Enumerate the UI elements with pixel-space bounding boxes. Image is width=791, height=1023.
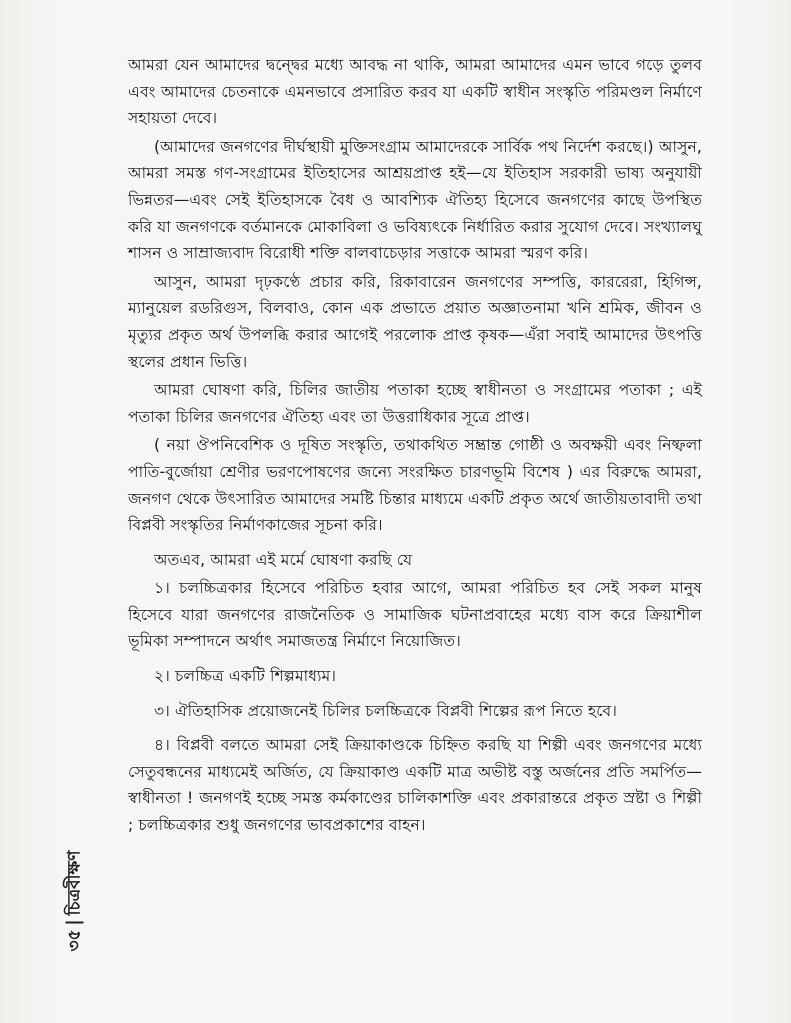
paragraph-5: ( নয়া ঔপনিবেশিক ও দূষিত সংস্কৃতি, তথাকথিত সম্ভ্রান্ত গোষ্ঠী ও অবক্ষয়ী এবং নিষ্ফলা পাতি-বুর্জোয়া শ্রেণীর ভরণপোষণের জন্যে সংরক্ষিত চারণভূমি বিশেষ ) এর বিরুদ্ধে আমরা, জনগণ থেকে উৎসারিত আমাদের সমষ্টি চিন্তার মাধ্যমে একটি প্রকৃত অর্থে জাতীয়তাবাদী তথা বিপ্লবী সংস্কৃতির নির্মাণকাজের সূচনা করি।	[128, 436, 702, 535]
paragraph-1: আমরা যেন আমাদের দ্বন্দ্বের মধ্যে আবদ্ধ না থাকি, আমরা আমাদের এমন ভাবে গড়ে তুলব এবং আমাদের চেতনাকে এমনভাবে প্রসারিত করব যা একটি স্বাধীন সংস্কৃতি পরিমণ্ডল নির্মাণে সহায়তা দেবে।	[128, 56, 702, 128]
declaration-point-3: ৩। ঐতিহাসিক প্রয়োজনেই চিলির চলচ্চিত্রকে বিপ্লবী শিল্পের রূপ নিতে হবে।	[154, 701, 618, 720]
page-number: ৩৫	[64, 929, 84, 952]
declaration-point-4: ৪। বিপ্লবী বলতে আমরা সেই ক্রিয়াকাণ্ডকে চিহ্নিত করছি যা শিল্পী এবং জনগণের মধ্যে সেতুবন্ধনের মাধ্যমেই অর্জিত, যে ক্রিয়াকাণ্ড একটি মাত্র অভীষ্ট বস্তু অর্জনের প্রতি সমর্পিত—স্বাধীনতা ! জনগণই হচ্ছে সমস্ত কর্মকাণ্ডের চালিকাশক্তি এবং প্রকারান্তরে প্রকৃত স্রষ্টা ও শিল্পী ; চলচ্চিত্রকার শুধু জনগণের ভাবপ্রকাশের বাহন।	[128, 736, 702, 835]
manifesto-body	[128, 52, 702, 841]
paragraph-2: (আমাদের জনগণের দীর্ঘস্থায়ী মুক্তিসংগ্রাম আমাদেরকে সার্বিক পথ নির্দেশ করছে।) আসুন, আমরা সমস্ত গণ-সংগ্রামের ইতিহাসের আশ্রয়প্রাপ্ত হই—যে ইতিহাস সরকারী ভাষ্য অনুযায়ী ভিন্নতর—এবং সেই ইতিহাসকে বৈধ ও আবশ্যিক ঐতিহ্য হিসেবে জনগণের কাছে উপস্থিত করি যা জনগণকে বর্তমানকে মোকাবিলা ও ভবিষ্যৎকে নির্ধারিত করার সুযোগ দেবে। সংখ্যালঘু শাসন ও সাম্রাজ্যবাদ বিরোধী শক্তি বালবাচেড়ার সত্তাকে আমরা স্মরণ করি।	[128, 137, 702, 263]
declaration-point-1: ১। চলচ্চিত্রকার হিসেবে পরিচিত হবার আগে, আমরা পরিচিত হব সেই সকল মানুষ হিসেবে যারা জনগণের রাজনৈতিক ও সামাজিক ঘটনাপ্রবাহের মধ্যে বাস করে ক্রিয়াশীল ভূমিকা সম্পাদনে অর্থাৎ সমাজতন্ত্র নির্মাণে নিয়োজিত।	[128, 579, 702, 651]
declaration-intro: অতএব, আমরা এই মর্মে ঘোষণা করছি যে	[154, 550, 413, 569]
running-title: চিত্রবীক্ষণ	[64, 850, 84, 916]
paragraph-3: আসুন, আমরা দৃঢ়কণ্ঠে প্রচার করি, রিকাবারেন জনগণের সম্পত্তি, কাররেরা, হিগিন্স, ম্যানুয়েল রডরিগুস, বিলবাও, কোন এক প্রভাতে প্রয়াত অজ্ঞাতনামা খনি শ্রমিক, জীবন ও মৃত্যুর প্রকৃত অর্থ উপলব্ধি করার আগেই পরলোক প্রাপ্ত কৃষক—এঁরা সবাই আমাদের উৎপত্তি স্থলের প্রধান ভিত্তি।	[128, 272, 702, 371]
paragraph-4: আমরা ঘোষণা করি, চিলির জাতীয় পতাকা হচ্ছে স্বাধীনতা ও সংগ্রামের পতাকা ; এই পতাকা চিলির জনগণের ঐতিহ্য এবং তা উত্তরাধিকার সূত্রে প্রাপ্ত।	[128, 381, 702, 426]
page-footer	[60, 846, 90, 956]
footer-divider	[65, 921, 83, 923]
declaration-point-2: ২। চলচ্চিত্র একটি শিল্পমাধ্যম।	[154, 667, 337, 686]
